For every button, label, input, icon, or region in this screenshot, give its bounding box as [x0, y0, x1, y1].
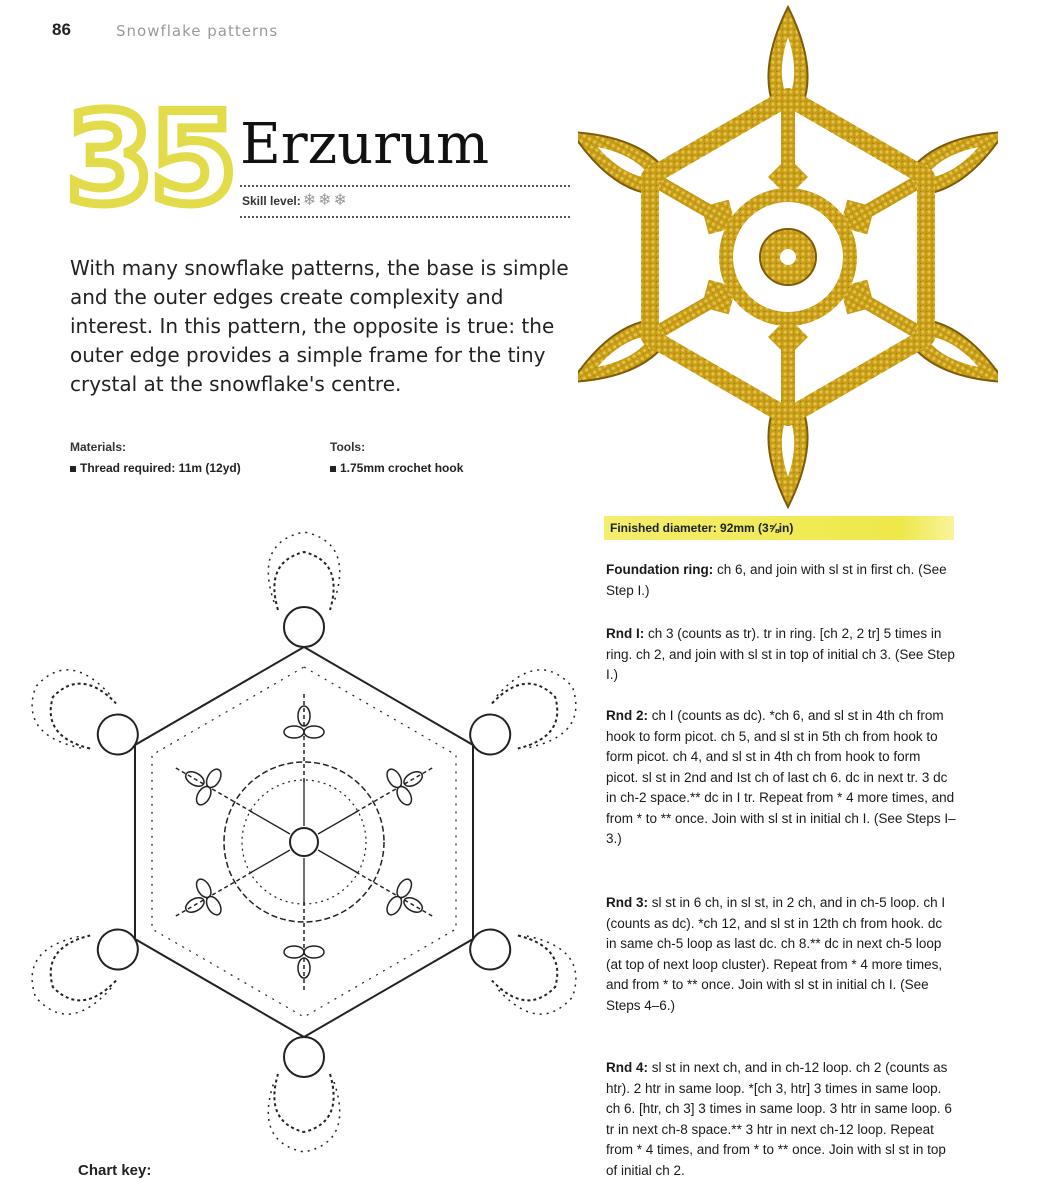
bullet-icon	[330, 466, 336, 472]
intro-paragraph: With many snowflake patterns, the base is simple and the outer edges create complexity and interest. In this pattern, the opposite is true: the outer edge provides a simple frame for the tiny crystal at the snowflake's centre.	[70, 256, 569, 396]
running-title: Snowflake patterns	[116, 22, 279, 40]
materials-heading: Materials:	[70, 440, 127, 454]
materials-item: Thread required: 11m (12yd)	[70, 461, 241, 475]
materials-block	[70, 440, 241, 475]
snowflake-icon: ❄	[333, 192, 347, 209]
crochet-chart-diagram	[16, 520, 586, 1160]
tools-item: 1.75mm crochet hook	[330, 461, 463, 475]
pattern-number: 35	[66, 85, 234, 232]
step-round-1: Rnd I: ch 3 (counts as tr). tr in ring. [ch 2, 2 tr] 5 times in ring. ch 2, and join with sl st in top of initial ch 3. (See Step I.)	[606, 626, 955, 682]
step-round-3: Rnd 3: sl st in 6 ch, in sl st, in 2 ch, and in ch-5 loop. ch I (counts as dc). *ch 12, and sl st in 12th ch from hook. dc in same ch-5 loop as last dc. ch 8.** dc in next ch-5 loop (at top of next loop cluster). Repeat from * 4 more times, and from * to ** once. Join with sl st in initial ch I. (See Steps 4–6.)	[606, 895, 946, 1013]
tools-block	[330, 440, 463, 475]
tools-heading: Tools:	[330, 440, 366, 454]
skill-label: Skill level:	[242, 194, 301, 208]
page-title: Erzurum	[240, 112, 490, 177]
step-round-4: Rnd 4: sl st in next ch, and in ch-12 loop. ch 2 (counts as htr). 2 htr in same loop. *[ch 3, htr] 3 times in same loop. ch 6. [htr, ch 3] 3 times in same loop. 3 htr in same loop. 6 tr in next ch-8 space.** 3 htr in next ch-12 loop. Repeat from * 4 times, and from * to ** once. Join with sl st in top of initial ch 2.	[606, 1060, 952, 1178]
step-round-2: Rnd 2: ch I (counts as dc). *ch 6, and sl st in 4th ch from hook to form picot. ch 5, and sl st in 5th ch from hook to form picot. ch 4, and sl st in 4th ch from hook to form picot. sl st in 2nd and Ist ch of last ch 6. dc in next tr. 3 dc in ch-2 space.** dc in I tr. Repeat from * 4 more times, and from * to ** once. Join with sl st in initial ch I. (See Steps I–3.)	[606, 708, 956, 846]
snowflake-photo	[578, 2, 998, 512]
step-foundation-ring: Foundation ring: ch 6, and join with sl st in first ch. (See Step I.)	[606, 562, 947, 598]
chart-key-heading: Chart key:	[78, 1162, 152, 1179]
bullet-icon	[70, 466, 76, 472]
snowflake-icon: ❄	[302, 192, 317, 209]
snowflake-icon: ❄	[318, 192, 332, 209]
divider	[240, 216, 570, 218]
skill-level	[242, 193, 347, 209]
page-number: 86	[52, 20, 71, 39]
finished-diameter: Finished diameter: 92mm (3⅝in)	[604, 516, 954, 540]
divider	[240, 185, 570, 187]
